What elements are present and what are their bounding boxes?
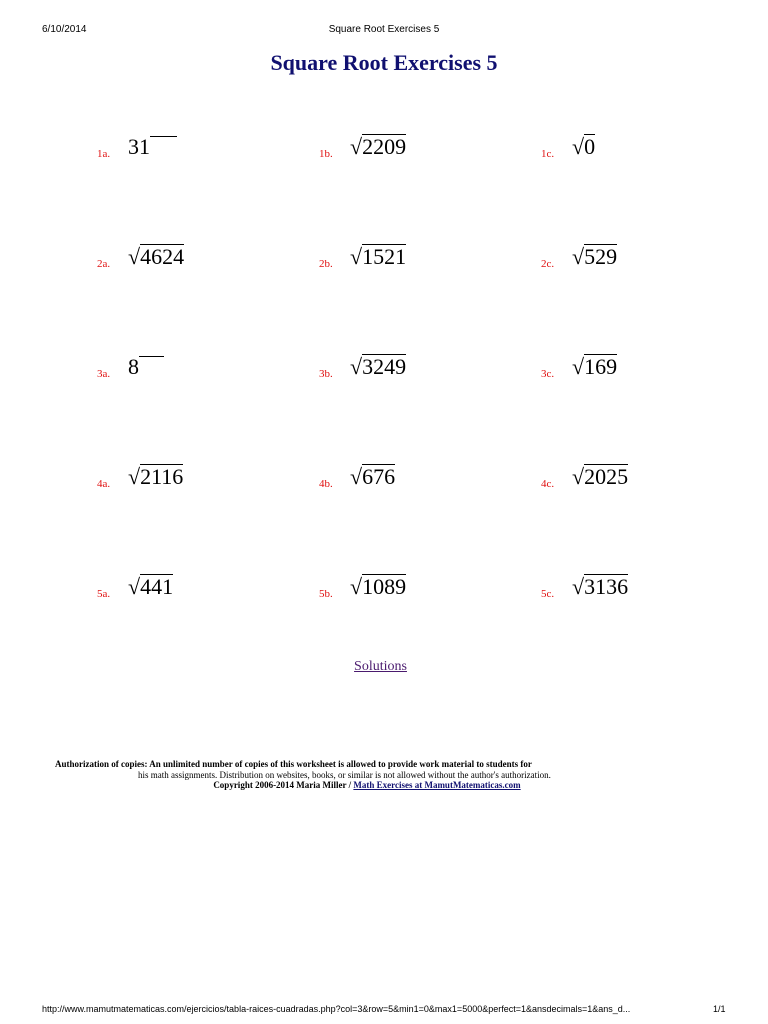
radicand: 3136: [584, 574, 629, 599]
radical-bar: [150, 136, 177, 163]
radicand: 3249: [362, 354, 407, 379]
header-title: Square Root Exercises 5: [328, 24, 440, 35]
problem-label: 3b.: [319, 368, 333, 380]
radical-sign-icon: √: [350, 244, 363, 269]
problem-label: 1a.: [97, 148, 111, 160]
problem-label: 4b.: [319, 478, 333, 490]
problem-label: 5b.: [319, 588, 333, 600]
radicand: 169: [584, 354, 618, 379]
problem-label: 2b.: [319, 258, 333, 270]
radical-sign-icon: √: [350, 464, 363, 489]
problem-expression: [128, 464, 183, 490]
radical-sign-icon: √: [128, 244, 141, 269]
problem-expression: [350, 244, 406, 270]
copyright-text: Copyright 2006-2014 Maria Miller /: [213, 780, 354, 790]
radical-sign-icon: √: [128, 464, 141, 489]
radical-sign-icon: √: [572, 574, 585, 599]
header-date: 6/10/2014: [42, 24, 87, 35]
problem-label: 4a.: [97, 478, 111, 490]
radicand: 1521: [362, 244, 407, 269]
footer-url: http://www.mamutmatematicas.com/ejercicios/tabla-raices-cuadradas.php?col=3&row=5&min1=0&max1=5000&perfect=1&ansdecimals=1&ans_d...: [42, 1004, 631, 1014]
radicand: 1089: [362, 574, 407, 599]
problem-label: 2c.: [541, 258, 555, 270]
radicand: 0: [584, 134, 596, 159]
radicand: 4624: [140, 244, 185, 269]
problem-label: 3a.: [97, 368, 111, 380]
footer-page-number: 1/1: [713, 1004, 726, 1014]
radical-sign-icon: √: [350, 354, 363, 379]
radical-sign-icon: √: [128, 574, 141, 599]
problem-label: 5c.: [541, 588, 555, 600]
problem-expression: [350, 464, 395, 490]
problem-label: 3c.: [541, 368, 555, 380]
problem-expression: [572, 354, 617, 380]
problem-expression: [128, 134, 177, 163]
problem-expression: [128, 354, 164, 383]
radicand: 2209: [362, 134, 407, 159]
radical-sign-icon: √: [572, 134, 585, 159]
solutions-area: [0, 659, 768, 675]
solutions-link[interactable]: Solutions: [354, 659, 407, 674]
problem-expression: [572, 574, 628, 600]
problem-expression: [572, 464, 628, 490]
problem-expression: [572, 134, 595, 160]
problem-label: 1c.: [541, 148, 555, 160]
problem-label: 5a.: [97, 588, 111, 600]
problem-value: 31: [128, 134, 150, 159]
radicand: 676: [362, 464, 396, 489]
problem-label: 1b.: [319, 148, 333, 160]
problem-expression: [350, 134, 406, 160]
problem-label: 2a.: [97, 258, 111, 270]
radicand: 441: [140, 574, 174, 599]
problem-label: 4c.: [541, 478, 555, 490]
radical-sign-icon: √: [350, 134, 363, 159]
problem-expression: [128, 244, 184, 270]
problem-expression: [572, 244, 617, 270]
authorization-text-line-2: his math assignments. Distribution on websites, books, or similar is not allowed without the author's authorization.: [138, 770, 551, 780]
radical-bar: [139, 356, 164, 383]
radical-sign-icon: √: [572, 464, 585, 489]
radicand: 2025: [584, 464, 629, 489]
problem-expression: [350, 354, 406, 380]
mamut-site-link[interactable]: Math Exercises at MamutMatematicas.com: [353, 780, 521, 790]
radicand: 529: [584, 244, 618, 269]
problem-expression: [350, 574, 406, 600]
copyright-line: [0, 780, 768, 790]
radical-sign-icon: √: [572, 354, 585, 379]
problem-expression: [128, 574, 173, 600]
page-title: Square Root Exercises 5: [270, 50, 498, 75]
authorization-text-line-1: Authorization of copies: An unlimited number of copies of this worksheet is allowed to provide work material to students for: [55, 759, 532, 769]
radical-sign-icon: √: [572, 244, 585, 269]
radicand: 2116: [140, 464, 184, 489]
problem-value: 8: [128, 354, 139, 379]
radical-sign-icon: √: [350, 574, 363, 599]
